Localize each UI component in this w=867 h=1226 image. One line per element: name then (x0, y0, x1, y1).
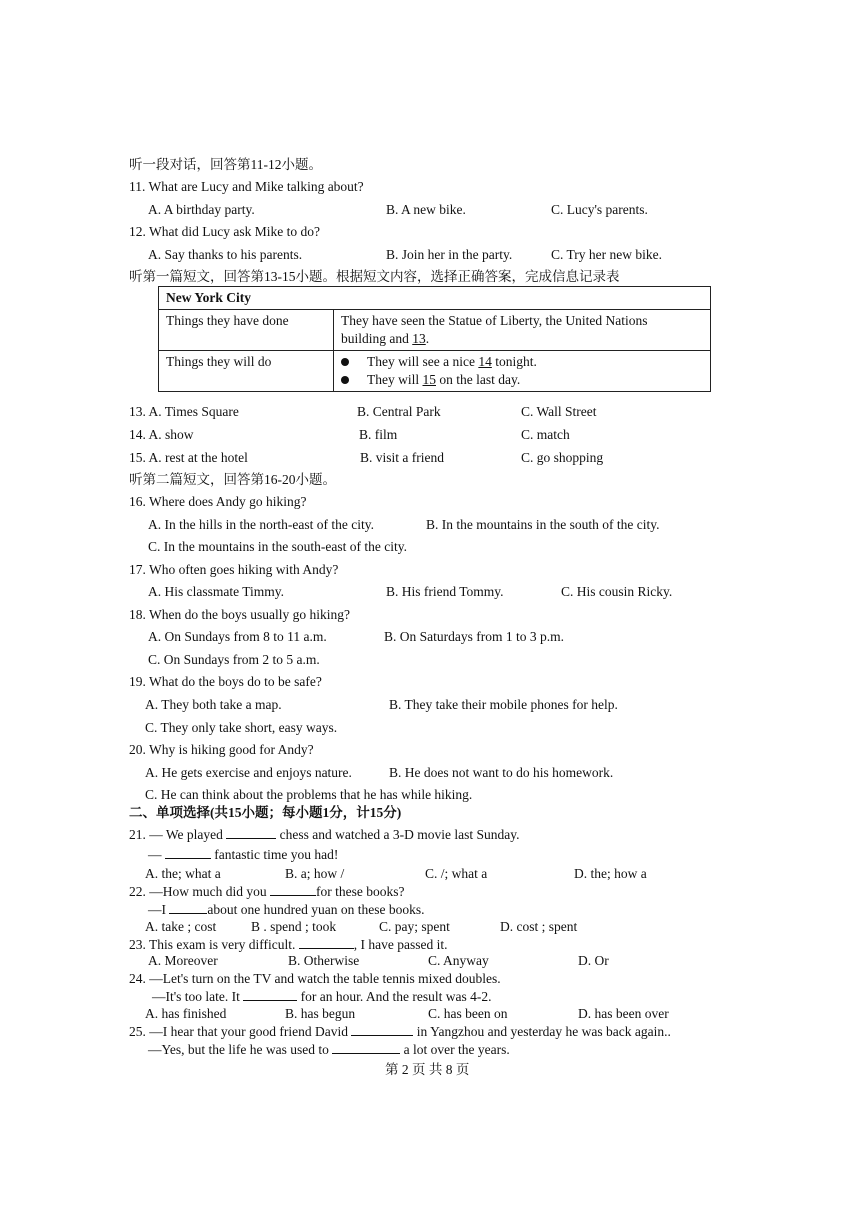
question-20-option-c: C. He can think about the problems that he has while hiking. (145, 787, 473, 802)
question-24-line-1: 24. —Let's turn on the TV and watch the table tennis mixed doubles. (129, 971, 501, 986)
table-row (159, 310, 711, 351)
question-18-option-c: C. On Sundays from 2 to 5 a.m. (148, 652, 320, 667)
question-23-option-b: B. Otherwise (288, 953, 360, 968)
question-11-option-c: C. Lucy's parents. (551, 202, 648, 217)
question-21-line-1 (129, 825, 519, 844)
question-16-option-b: B. In the mountains in the south of the city. (426, 517, 660, 532)
question-21-option-d: D. the; how a (574, 866, 647, 881)
table-row-label-will-do: Things they will do (159, 351, 334, 392)
question-13-option-a: 13. A. Times Square (129, 404, 239, 419)
answer-blank (270, 882, 316, 896)
question-11-option-b: B. A new bike. (386, 202, 466, 217)
bullet-icon (341, 376, 349, 384)
question-12-stem: 12. What did Lucy ask Mike to do? (129, 224, 320, 239)
question-12-option-b: B. Join her in the party. (386, 247, 513, 262)
question-19-option-c: C. They only take short, easy ways. (145, 720, 338, 735)
question-22-option-b: B . spend ; took (251, 919, 337, 934)
question-25-line-2-post: a lot over the years. (400, 1042, 510, 1057)
question-14-option-b: B. film (359, 427, 398, 442)
question-16-option-a: A. In the hills in the north-east of the city. (148, 517, 374, 532)
list-item (341, 371, 703, 389)
blank-13: 13 (412, 331, 426, 346)
question-19-stem: 19. What do the boys do to be safe? (129, 674, 322, 689)
question-24-line-2-post: for an hour. And the result was 4-2. (297, 989, 492, 1004)
question-25-line-1-pre: 25. —I hear that your good friend David (129, 1024, 352, 1039)
section-intro-13-15: 听第一篇短文，回答第13-15小题。根据短文内容，选择正确答案，完成信息记录表 (129, 269, 620, 284)
question-21-option-b: B. a; how / (285, 866, 345, 881)
question-22-line-1-post: for these books? (316, 884, 405, 899)
question-13-option-b: B. Central Park (357, 404, 441, 419)
question-23-line-1-pre: 23. This exam is very difficult. (129, 937, 299, 952)
question-18-option-b: B. On Saturdays from 1 to 3 p.m. (384, 629, 564, 644)
question-22-option-d: D. cost ; spent (500, 919, 578, 934)
blank-15: 15 (422, 372, 436, 387)
bullet-1-post: tonight. (491, 354, 537, 369)
question-24-option-d: D. has been over (578, 1006, 669, 1021)
new-york-city-table (158, 286, 711, 392)
section-intro-16-20: 听第二篇短文，回答第16-20小题。 (129, 472, 336, 487)
question-24-line-2-pre: —It's too late. It (152, 989, 244, 1004)
question-11-stem: 11. What are Lucy and Mike talking about? (129, 179, 364, 194)
question-21-line-2 (148, 845, 338, 864)
question-21-line-2-pre: — (148, 847, 165, 862)
question-21-line-1-post: chess and watched a 3-D movie last Sunday. (276, 827, 520, 842)
question-24-option-c: C. has been on (428, 1006, 508, 1021)
question-23-option-d: D. Or (578, 953, 609, 968)
table-cell-will-do (334, 351, 711, 392)
blank-14: 14 (478, 354, 492, 369)
question-15-option-c: C. go shopping (521, 450, 604, 465)
question-16-stem: 16. Where does Andy go hiking? (129, 494, 307, 509)
question-20-option-a: A. He gets exercise and enjoys nature. (145, 765, 352, 780)
question-22-line-2 (148, 900, 424, 919)
question-22-line-1 (129, 882, 404, 901)
table-cell-done-line2: building and (341, 331, 413, 346)
bullet-2-post: on the last day. (436, 372, 521, 387)
page-footer: 第 2 页 共 8 页 (385, 1062, 470, 1077)
answer-blank (226, 825, 276, 839)
question-24-option-b: B. has begun (285, 1006, 356, 1021)
question-17-option-a: A. His classmate Timmy. (148, 584, 285, 599)
bullet-1-pre: They will see a nice (367, 354, 479, 369)
question-19-option-a: A. They both take a map. (145, 697, 282, 712)
question-15-option-a: 15. A. rest at the hotel (129, 450, 248, 465)
section-intro-11-12: 听一段对话，回答第11-12小题。 (129, 157, 322, 172)
question-23-option-c: C. Anyway (428, 953, 489, 968)
question-18-option-a: A. On Sundays from 8 to 11 a.m. (148, 629, 327, 644)
section-2-title: 二、单项选择(共15小题；每小题1分，计15分) (129, 805, 402, 820)
question-23-option-a: A. Moreover (148, 953, 218, 968)
question-21-line-2-post: fantastic time you had! (210, 847, 339, 862)
list-item (341, 353, 703, 371)
bullet-icon (341, 358, 349, 366)
answer-blank (169, 900, 207, 914)
question-12-option-a: A. Say thanks to his parents. (148, 247, 303, 262)
table-header-row (159, 287, 711, 310)
table-row (159, 351, 711, 392)
question-11-option-a: A. A birthday party. (148, 202, 255, 217)
table-header: New York City (159, 287, 711, 310)
question-20-stem: 20. Why is hiking good for Andy? (129, 742, 314, 757)
question-17-option-c: C. His cousin Ricky. (561, 584, 673, 599)
question-25-line-2 (148, 1040, 510, 1059)
question-17-option-b: B. His friend Tommy. (386, 584, 504, 599)
question-24-line-2 (152, 987, 492, 1006)
question-22-option-c: C. pay; spent (379, 919, 450, 934)
question-20-option-b: B. He does not want to do his homework. (389, 765, 614, 780)
question-21-line-1-pre: 21. — We played (129, 827, 227, 842)
question-14-option-c: C. match (521, 427, 570, 442)
answer-blank (299, 935, 354, 949)
question-19-option-b: B. They take their mobile phones for help. (389, 697, 618, 712)
question-15-option-b: B. visit a friend (360, 450, 444, 465)
question-22-option-a: A. take ; cost (145, 919, 217, 934)
answer-blank (351, 1022, 413, 1036)
table-cell-done-end: . (425, 331, 430, 346)
question-25-line-1 (129, 1022, 671, 1041)
question-22-line-2-post: about one hundred yuan on these books. (207, 902, 425, 917)
answer-blank (332, 1040, 400, 1054)
table-cell-done (334, 310, 711, 351)
question-23-line-1-post: , I have passed it. (353, 937, 448, 952)
question-18-stem: 18. When do the boys usually go hiking? (129, 607, 350, 622)
question-14-option-a: 14. A. show (129, 427, 194, 442)
question-12-option-c: C. Try her new bike. (551, 247, 662, 262)
question-13-option-c: C. Wall Street (521, 404, 597, 419)
question-25-line-2-pre: —Yes, but the life he was used to (148, 1042, 333, 1057)
question-16-option-c: C. In the mountains in the south-east of the city. (148, 539, 407, 554)
table-row-label-done: Things they have done (159, 310, 334, 351)
question-24-option-a: A. has finished (145, 1006, 227, 1021)
answer-blank (165, 845, 211, 859)
question-21-option-c: C. /; what a (425, 866, 488, 881)
question-17-stem: 17. Who often goes hiking with Andy? (129, 562, 339, 577)
bullet-2-pre: They will (367, 372, 423, 387)
answer-blank (243, 987, 297, 1001)
question-22-line-2-pre: —I (148, 902, 170, 917)
question-25-line-1-post: in Yangzhou and yesterday he was back again.. (413, 1024, 671, 1039)
question-21-option-a: A. the; what a (145, 866, 221, 881)
table-cell-done-line1: They have seen the Statue of Liberty, the United Nations (341, 313, 648, 328)
question-22-line-1-pre: 22. —How much did you (129, 884, 270, 899)
